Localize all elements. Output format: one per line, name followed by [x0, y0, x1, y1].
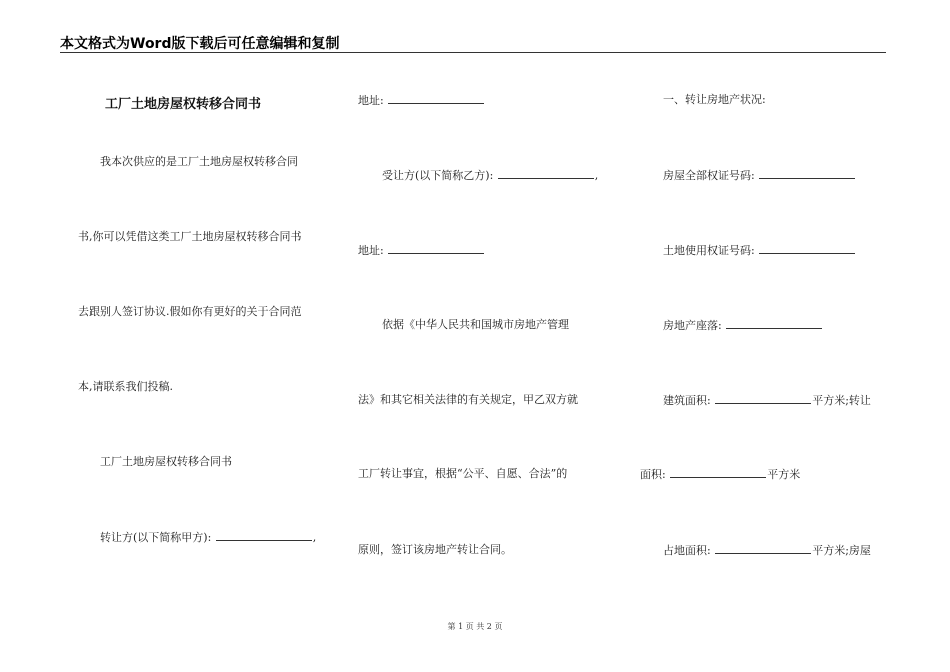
house-certificate-label: 房屋全部权证号码:: [663, 169, 755, 182]
transferee-line: [382, 168, 598, 183]
house-certificate-line: [663, 168, 856, 183]
col1-paragraph-line-2: 书,你可以凭借这类工厂土地房屋权转移合同书: [78, 230, 302, 243]
land-area-unit: 平方米;房屋: [812, 544, 871, 557]
header-divider: [60, 52, 886, 53]
transferor-comma: ,: [312, 531, 317, 544]
address-blank: [388, 93, 484, 104]
land-certificate-blank: [759, 243, 855, 254]
house-certificate-blank: [759, 168, 855, 179]
col1-subtitle: 工厂土地房屋权转移合同书: [100, 455, 232, 468]
building-area-blank: [715, 393, 811, 404]
address-blank-2: [388, 243, 484, 254]
transferee-blank: [498, 168, 594, 179]
property-location-label: 房地产座落:: [663, 319, 722, 332]
transferee-address-line: [358, 243, 485, 258]
address-label-2: 地址:: [358, 244, 384, 257]
building-area-unit: 平方米;转让: [812, 394, 871, 407]
transferor-blank: [216, 530, 312, 541]
transferor-line: [100, 530, 316, 545]
transfer-area-blank: [670, 467, 766, 478]
transfer-area-unit: 平方米: [767, 468, 801, 481]
address-label: 地址:: [358, 94, 384, 107]
transfer-area-line: [640, 467, 800, 482]
transferor-label: 转让方(以下简称甲方):: [100, 531, 212, 544]
transfer-area-label: 面积:: [640, 468, 666, 481]
property-location-blank: [726, 318, 822, 329]
col2-paragraph-line-1: 依据《中华人民共和国城市房地产管理: [382, 318, 569, 331]
document-title: 工厂土地房屋权转移合同书: [105, 97, 262, 112]
document-header-title: 本文格式为Word版下载后可任意编辑和复制: [60, 36, 340, 52]
land-area-line: [663, 543, 871, 558]
section-heading-property-status: 一、转让房地产状况:: [663, 93, 766, 106]
building-area-label: 建筑面积:: [663, 394, 711, 407]
page-number: 第 1 页 共 2 页: [447, 622, 503, 631]
land-certificate-line: [663, 243, 856, 258]
col1-paragraph-line-1: 我本次供应的是工厂土地房屋权转移合同: [100, 155, 298, 168]
col2-paragraph-line-3: 工厂转让事宜，根据“公平、自愿、合法”的: [358, 467, 568, 480]
col1-paragraph-line-4: 本,请联系我们投稿.: [78, 380, 173, 393]
col2-paragraph-line-2: 法》和其它相关法律的有关规定，甲乙双方就: [358, 393, 578, 406]
land-area-blank: [715, 543, 811, 554]
transferor-address-line: [358, 93, 485, 108]
building-area-line: [663, 393, 871, 408]
land-certificate-label: 土地使用权证号码:: [663, 244, 755, 257]
transferee-label: 受让方(以下简称乙方):: [382, 169, 494, 182]
col2-paragraph-line-4: 原则，签订该房地产转让合同。: [358, 543, 512, 556]
land-area-label: 占地面积:: [663, 544, 711, 557]
property-location-line: [663, 318, 823, 333]
col1-paragraph-line-3: 去跟别人签订协议.假如你有更好的关于合同范: [78, 305, 302, 318]
transferee-comma: ,: [594, 169, 599, 182]
